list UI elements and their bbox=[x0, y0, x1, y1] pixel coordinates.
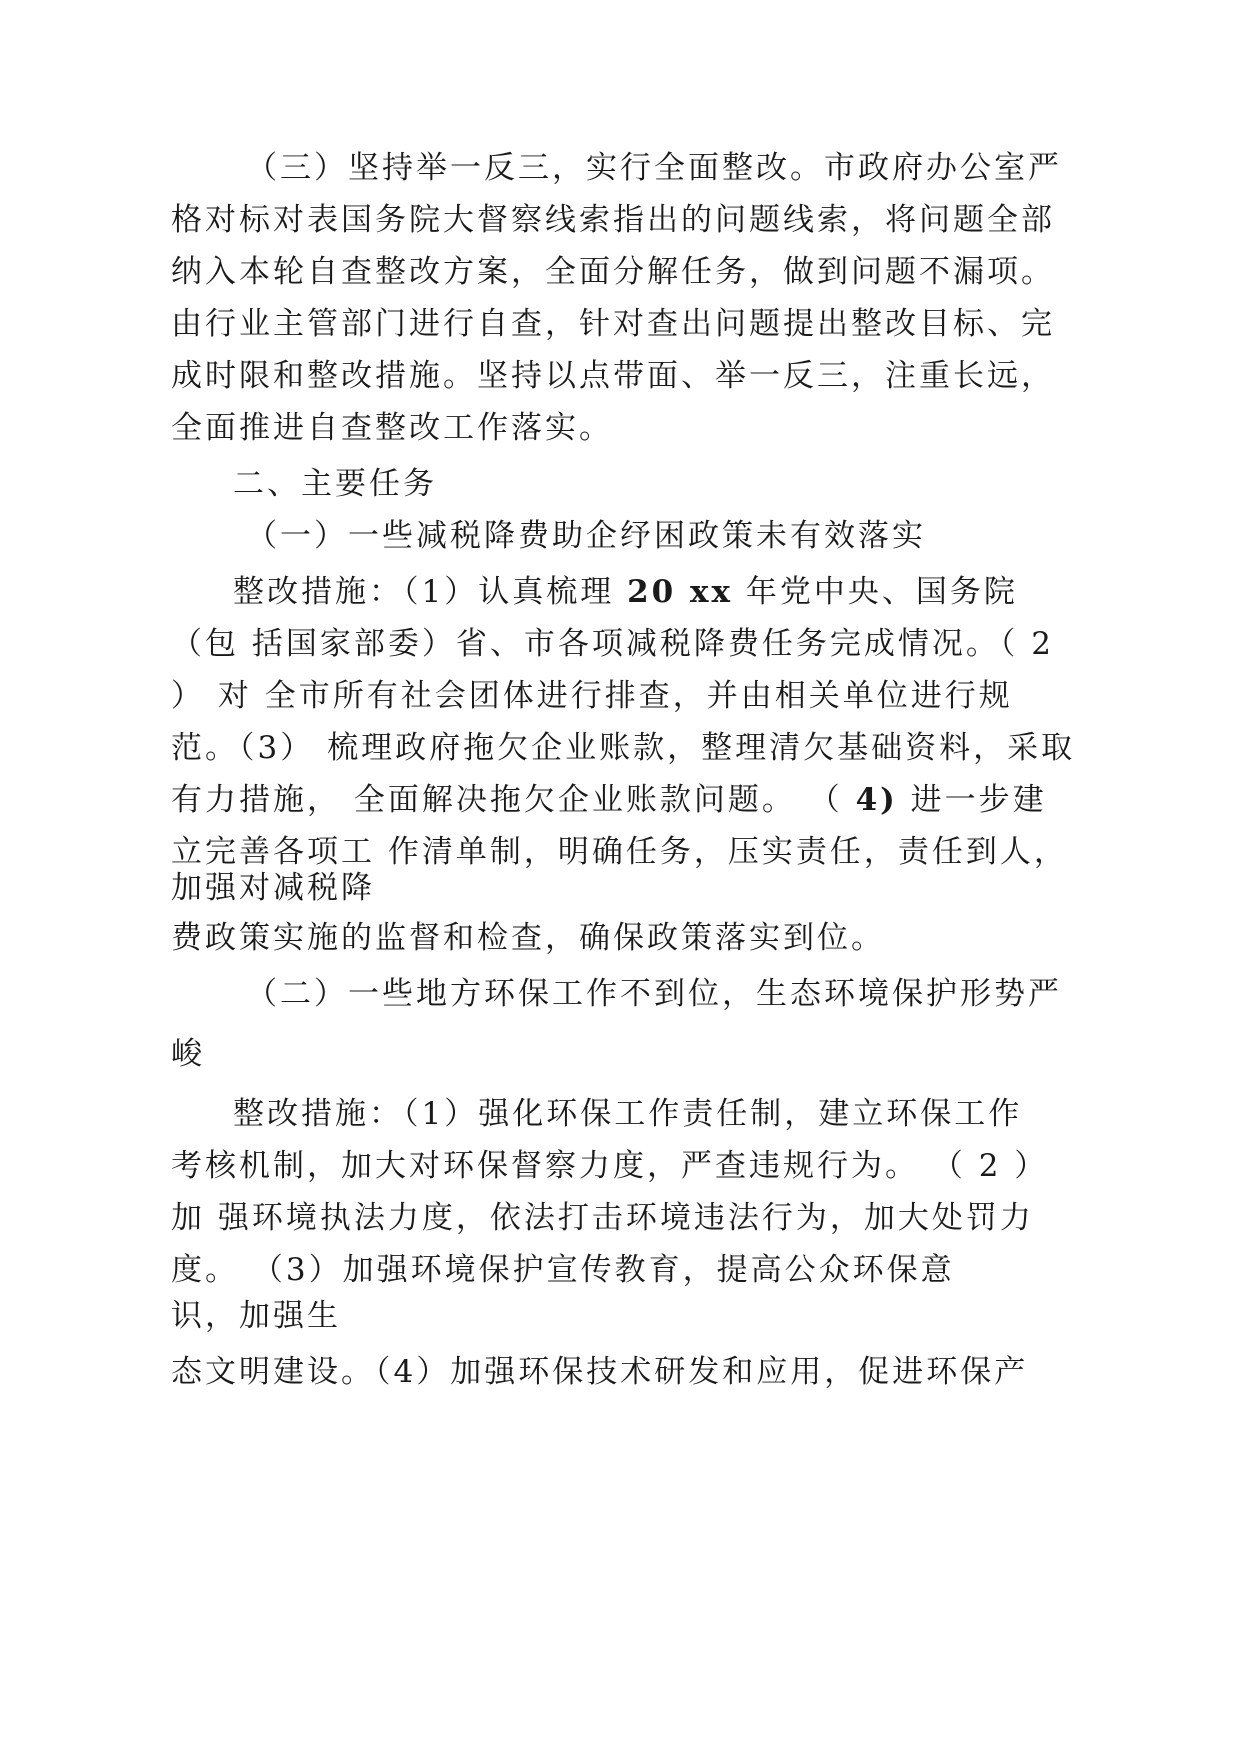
text: 考核机制，加大对环保督察力度，严查违规行为。 （ 2 ） bbox=[171, 1148, 1049, 1184]
text: 全面推进自查整改工作落实。 bbox=[171, 410, 613, 446]
text: 态文明建设。（4）加强环保技术研发和应用，促进环保产 bbox=[171, 1354, 1029, 1390]
paragraph-line-4 bbox=[0, 304, 1240, 344]
text: 识，加强生 bbox=[171, 1298, 341, 1334]
text: 有力措施， 全面解决拖欠企业账款问题。 （ bbox=[171, 782, 856, 818]
text: 格对标对表国务院大督察线索指出的问题线索，将问题全部 bbox=[171, 202, 1055, 238]
text: 年党中央、国务院 bbox=[732, 574, 1018, 610]
measures2-line-6 bbox=[0, 1352, 1240, 1392]
measures2-line-1 bbox=[0, 1094, 1240, 1134]
text: 峻 bbox=[171, 1036, 205, 1072]
measures2-line-2 bbox=[0, 1146, 1240, 1186]
measures-line-2 bbox=[0, 624, 1240, 664]
measures-line-7 bbox=[0, 868, 1240, 908]
text: 加强对减税降 bbox=[171, 870, 375, 906]
subsection-heading-2-cont bbox=[0, 1034, 1240, 1074]
measures-line-1 bbox=[0, 572, 1240, 612]
paragraph-line-2 bbox=[0, 200, 1240, 240]
measures-line-3 bbox=[0, 676, 1240, 716]
text: 纳入本轮自查整改方案，全面分解任务，做到问题不漏项。 bbox=[171, 254, 1055, 290]
measures-line-4 bbox=[0, 728, 1240, 768]
paragraph-line-1 bbox=[0, 148, 1240, 188]
paragraph-line-6 bbox=[0, 408, 1240, 448]
section-heading bbox=[0, 464, 1240, 504]
text: 整改措施：（1）认真梳理 bbox=[233, 574, 628, 610]
measures2-line-4 bbox=[0, 1250, 1240, 1290]
text: 进一步建 bbox=[897, 782, 1047, 818]
text: 加 强环境执法力度，依法打击环境违法行为，加大处罚力 bbox=[171, 1200, 1034, 1236]
subsection-heading-1 bbox=[0, 516, 1240, 556]
text: 立完善各项工 作清单制，明确任务，压实责任，责任到人， bbox=[171, 834, 1068, 870]
text: （三）坚持举一反三，实行全面整改。市政府办公室严 bbox=[246, 150, 1062, 186]
text: 由行业主管部门进行自查，针对查出问题提出整改目标、完 bbox=[171, 306, 1055, 342]
paragraph-line-5 bbox=[0, 356, 1240, 396]
measures2-line-3 bbox=[0, 1198, 1240, 1238]
text: ） 对 全市所有社会团体进行排查，并由相关单位进行规 bbox=[171, 678, 1013, 714]
text: （包 括国家部委）省、市各项减税降费任务完成情况。（ 2 bbox=[171, 626, 1054, 662]
measures-line-5 bbox=[0, 780, 1240, 820]
year-text: 20 xx bbox=[627, 574, 733, 610]
text: 整改措施：（1）强化环保工作责任制，建立环保工作 bbox=[233, 1096, 1023, 1132]
item-number: 4) bbox=[855, 782, 898, 818]
text: （一）一些减税降费助企纾困政策未有效落实 bbox=[246, 518, 926, 554]
text: （二）一些地方环保工作不到位，生态环境保护形势严 bbox=[246, 976, 1062, 1012]
text: 范。（3） 梳理政府拖欠企业账款，整理清欠基础资料，采取 bbox=[171, 730, 1076, 766]
subsection-heading-2 bbox=[0, 974, 1240, 1014]
text: 二、主要任务 bbox=[233, 466, 437, 502]
measures2-line-5 bbox=[0, 1296, 1240, 1336]
text: 度。 （3）加强环境保护宣传教育，提高公众环保意 bbox=[171, 1252, 955, 1288]
text: 成时限和整改措施。坚持以点带面、举一反三，注重长远， bbox=[171, 358, 1055, 394]
measures-line-6 bbox=[0, 832, 1240, 872]
text: 费政策实施的监督和检查，确保政策落实到位。 bbox=[171, 920, 885, 956]
measures-line-8 bbox=[0, 918, 1240, 958]
paragraph-line-3 bbox=[0, 252, 1240, 292]
